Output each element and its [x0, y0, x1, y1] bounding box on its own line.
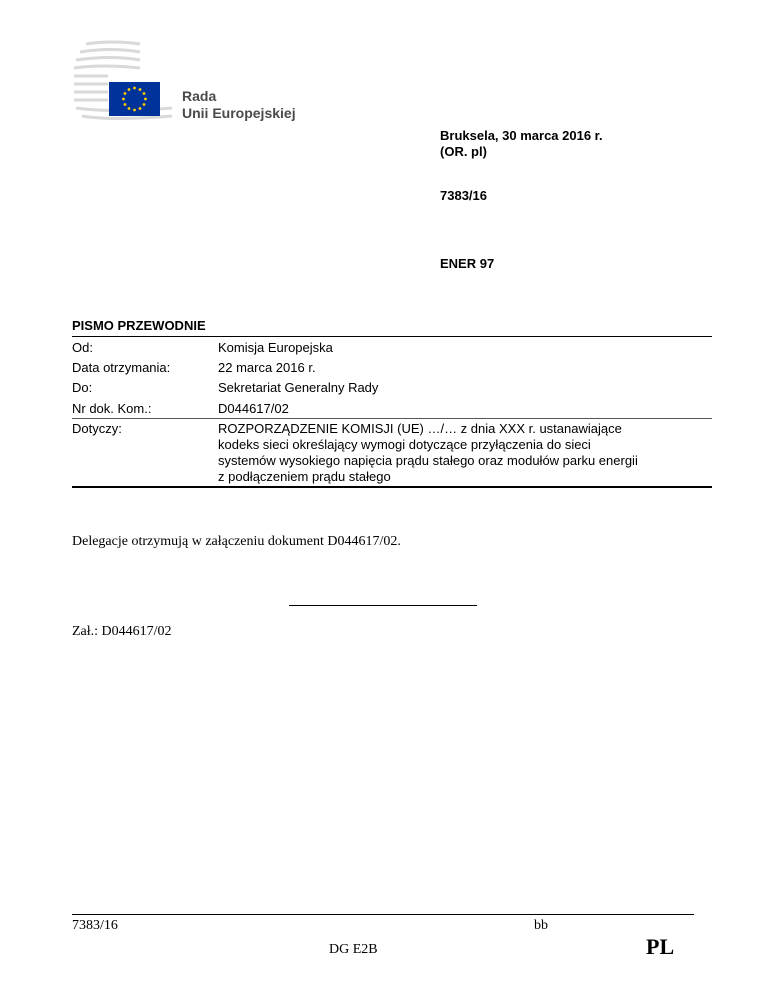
footer-department: DG E2B — [329, 942, 378, 957]
eu-star-icon — [133, 109, 136, 112]
org-line-1: Rada — [182, 88, 217, 104]
org-line-2: Unii Europejskiej — [182, 105, 296, 121]
field-value: Komisja Europejska — [218, 340, 333, 355]
eu-star-icon — [128, 107, 131, 110]
field-value: Sekretariat Generalny Rady — [218, 380, 379, 395]
eu-star-icon — [143, 92, 146, 95]
footer-initials: bb — [534, 918, 548, 933]
council-logo — [72, 38, 312, 122]
field-value: D044617/02 — [218, 401, 289, 416]
date-block — [440, 128, 603, 160]
letter-title: PISMO PRZEWODNIE — [72, 318, 206, 333]
field-label: Od: — [72, 340, 93, 355]
field-label: Do: — [72, 380, 93, 395]
council-building-icon — [72, 38, 182, 122]
eu-star-icon — [128, 88, 131, 91]
field-value: 22 marca 2016 r. — [218, 360, 316, 375]
eu-star-icon — [124, 103, 127, 106]
table-top-rule — [72, 336, 712, 337]
eu-star-icon — [143, 103, 146, 106]
field-label: Data otrzymania: — [72, 360, 171, 375]
field-label: Dotyczy: — [72, 421, 122, 436]
eu-star-icon — [124, 92, 127, 95]
doc-number: 7383/16 — [440, 188, 487, 203]
table-mid-rule — [72, 418, 712, 419]
field-label: Nr dok. Kom.: — [72, 401, 152, 416]
organization-name — [182, 88, 296, 122]
eu-star-icon — [139, 88, 142, 91]
eu-star-icon — [144, 98, 147, 101]
table-bottom-rule — [72, 486, 712, 488]
field-value: ROZPORZĄDZENIE KOMISJI (UE) …/… z dnia XXX r. ustanawiające kodeks sieci określający wymogi dotyczące przyłączenia do sieci systemów wysokiego napięcia prądu stałego oraz modułów parku energii z podłączeniem prądu stałego — [218, 421, 638, 484]
eu-star-icon — [122, 98, 125, 101]
attachment-note: Zał.: D044617/02 — [72, 624, 172, 639]
separator-line — [289, 605, 477, 606]
place-date: Bruksela, 30 marca 2016 r. — [440, 128, 603, 143]
footer-rule — [72, 914, 694, 915]
doc-code: ENER 97 — [440, 256, 495, 271]
eu-star-icon — [139, 107, 142, 110]
footer-doc-ref: 7383/16 — [72, 918, 118, 933]
body-text: Delegacje otrzymują w załączeniu dokument D044617/02. — [72, 534, 401, 549]
footer-language: PL — [646, 934, 675, 959]
eu-star-icon — [133, 87, 136, 90]
original-language: (OR. pl) — [440, 144, 487, 159]
